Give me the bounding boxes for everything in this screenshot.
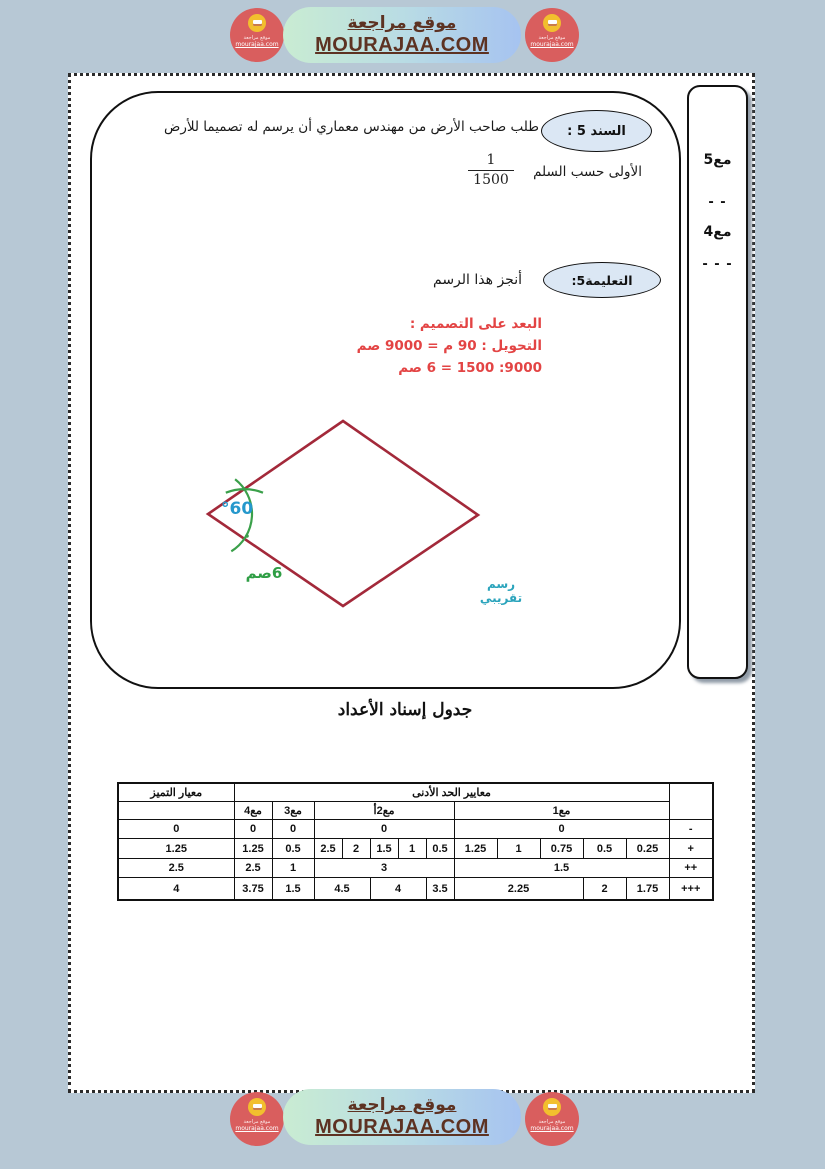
table-cell: 0.5 <box>583 839 626 859</box>
table-cell: 1.5 <box>370 839 398 859</box>
sidebar-marks-m4: - - - <box>702 257 733 272</box>
brand-banner <box>283 7 521 63</box>
table-cell: 1.25 <box>454 839 497 859</box>
table-cell: 0 <box>314 820 454 839</box>
mourajaa-logo <box>230 8 284 62</box>
mourajaa-logo <box>230 1092 284 1146</box>
col-header-minimum: معايير الحد الأدنى <box>234 783 669 802</box>
instruction-label-ellipse <box>543 262 661 298</box>
rubric-sidebar <box>687 85 748 679</box>
site-name-arabic: موقع مراجعة <box>347 1095 457 1116</box>
col-header-m1: مع1 <box>454 802 669 820</box>
col-header-m4: مع4 <box>234 802 272 820</box>
sidebar-marks-m5: - - <box>708 195 727 210</box>
logo-book-icon <box>543 1098 561 1116</box>
logo-book-icon <box>248 14 266 32</box>
scale-fraction <box>468 152 514 189</box>
grading-table <box>117 782 714 901</box>
support-text-line2: الأولى حسب السلم <box>533 164 642 180</box>
table-cell: 4 <box>118 878 234 901</box>
arc-intersection-dot <box>245 534 249 538</box>
instruction-text: أنجز هذا الرسم <box>433 272 522 288</box>
approximate-drawing-note: رسم تقريبي <box>479 577 523 605</box>
table-cell: 0.5 <box>272 839 314 859</box>
sidebar-item-m4: مع4 <box>703 224 732 240</box>
logo-domain: mourajaa.com <box>235 41 279 48</box>
angle-value-label: °60 <box>221 499 254 519</box>
solution-block <box>318 313 542 379</box>
table-cell: 0 <box>272 820 314 839</box>
solution-line-division: 9000: 1500 = 6 صم <box>398 360 542 376</box>
fraction-denominator: 1500 <box>468 170 514 190</box>
logo-domain: mourajaa.com <box>235 1125 279 1132</box>
table-cell: 3 <box>314 859 454 878</box>
table-cell: 4 <box>370 878 426 901</box>
table-cell: 1.75 <box>626 878 669 901</box>
table-cell: 1 <box>497 839 540 859</box>
table-cell: 4.5 <box>314 878 370 901</box>
col-header-m3: مع3 <box>272 802 314 820</box>
table-cell: 3.5 <box>426 878 454 901</box>
solution-line-dimension: البعد على التصميم : <box>409 316 542 332</box>
site-domain-link[interactable]: MOURAJAA.COM <box>315 1115 489 1138</box>
support-text: طلب صاحب الأرض من مهندس معماري أن يرسم له تصميما للأرض <box>164 119 539 135</box>
logo-book-icon <box>543 14 561 32</box>
table-cell: 2.5 <box>118 859 234 878</box>
col-header-symbol <box>669 783 713 820</box>
table-cell: 1.25 <box>118 839 234 859</box>
table-cell: 0.5 <box>426 839 454 859</box>
mourajaa-logo <box>525 1092 579 1146</box>
table-cell: 1 <box>398 839 426 859</box>
logo-site-name: موقع مراجعة <box>243 35 271 41</box>
table-cell: 2 <box>342 839 370 859</box>
instruction-label: التعليمة5: <box>571 272 633 288</box>
symbol-cell: + <box>669 839 713 859</box>
side-length-label: 6صم <box>245 564 283 582</box>
table-cell <box>118 802 234 820</box>
table-cell: 1.25 <box>234 839 272 859</box>
sidebar-item-m5: مع5 <box>703 152 732 168</box>
grading-table-title: جدول إسناد الأعداد <box>337 700 473 720</box>
symbol-cell: ++ <box>669 859 713 878</box>
site-domain-link[interactable]: MOURAJAA.COM <box>315 33 489 56</box>
logo-site-name: موقع مراجعة <box>538 35 566 41</box>
mourajaa-logo <box>525 8 579 62</box>
fraction-numerator: 1 <box>486 152 496 168</box>
logo-site-name: موقع مراجعة <box>538 1119 566 1125</box>
table-cell: 1.5 <box>454 859 669 878</box>
table-cell: 1 <box>272 859 314 878</box>
table-cell: 0.75 <box>540 839 583 859</box>
table-cell: 2.25 <box>454 878 583 901</box>
logo-domain: mourajaa.com <box>530 1125 574 1132</box>
site-name-arabic: موقع مراجعة <box>347 13 457 34</box>
table-cell: 0 <box>118 820 234 839</box>
arc-intersection-dot <box>242 487 246 491</box>
table-cell: 1.5 <box>272 878 314 901</box>
support-label-ellipse <box>541 110 652 152</box>
logo-book-icon <box>248 1098 266 1116</box>
col-header-m2a: مع2أ <box>314 802 454 820</box>
brand-banner <box>283 1089 521 1145</box>
support-label: السند 5 : <box>567 123 626 139</box>
logo-site-name: موقع مراجعة <box>243 1119 271 1125</box>
table-cell: 2.5 <box>234 859 272 878</box>
solution-line-conversion: التحويل : 90 م = 9000 صم <box>356 338 542 354</box>
table-cell: 0 <box>234 820 272 839</box>
symbol-cell: - <box>669 820 713 839</box>
col-header-excellence: معيار التميز <box>118 783 234 802</box>
table-cell: 2.5 <box>314 839 342 859</box>
table-cell: 0.25 <box>626 839 669 859</box>
table-cell: 3.75 <box>234 878 272 901</box>
logo-domain: mourajaa.com <box>530 41 574 48</box>
table-cell: 0 <box>454 820 669 839</box>
symbol-cell: +++ <box>669 878 713 901</box>
table-cell: 2 <box>583 878 626 901</box>
